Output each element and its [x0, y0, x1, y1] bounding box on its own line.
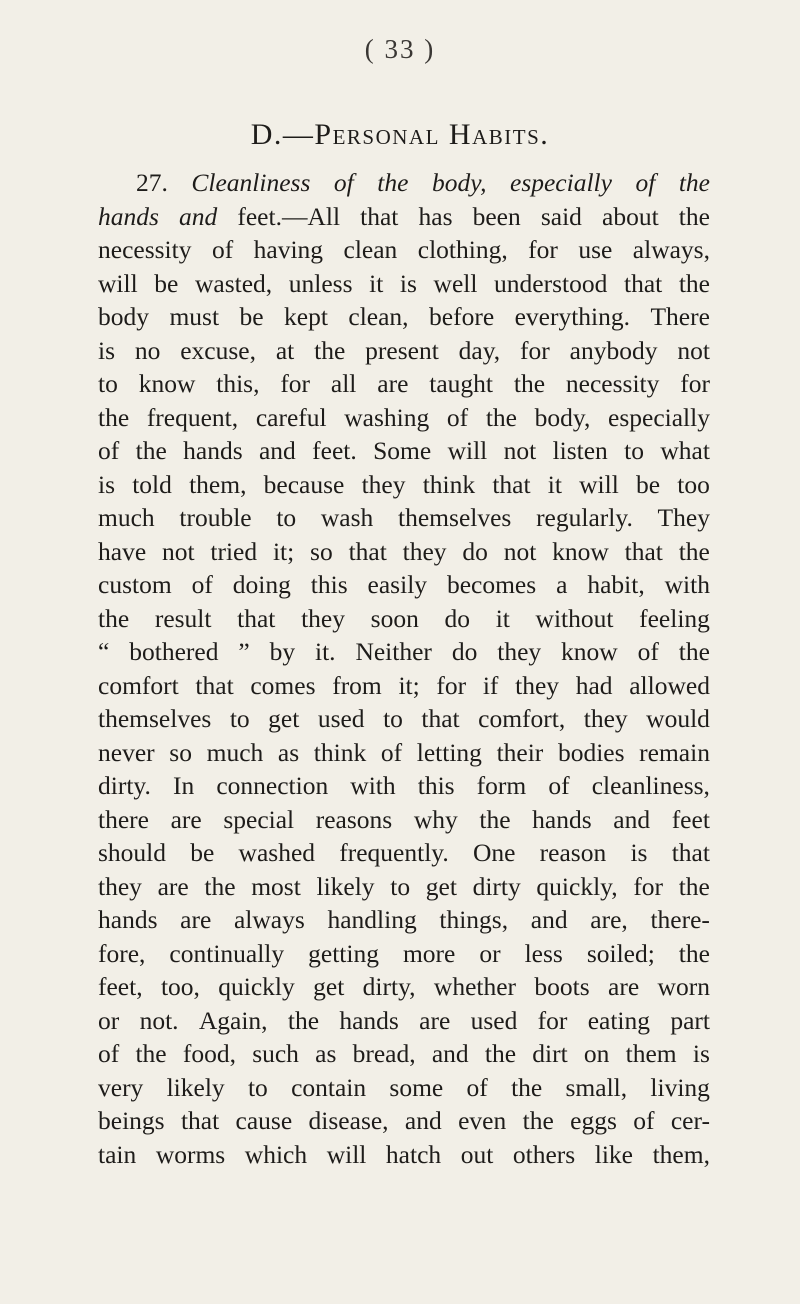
text-line: to know this, for all are taught the necessity for [98, 369, 710, 398]
text-line: have not tried it; so that they do not know that the [98, 536, 710, 566]
text-line: should be washed frequently. One reason is that [98, 838, 710, 867]
text-line: 27. Cleanliness of the body, especially of the [136, 168, 710, 197]
text-line: feet, too, quickly get dirty, whether boots are worn [98, 972, 710, 1001]
text-line: themselves to get used to that comfort, they would [98, 704, 710, 733]
text-line: never so much as think of letting their bodies remain [98, 737, 710, 767]
text-line: tain worms which will hatch out others like them, [98, 1139, 710, 1169]
text-line: hands are always handling things, and are, there- [98, 905, 710, 934]
text-line: comfort that comes from it; for if they had allowed [98, 670, 710, 700]
text-line: custom of doing this easily becomes a habit, with [98, 570, 710, 599]
paragraph-body [98, 166, 710, 1171]
text-line: much trouble to wash themselves regularly. They [98, 503, 710, 532]
text-line: the frequent, careful washing of the body, especially [98, 402, 710, 432]
text-line: is told them, because they think that it will be too [98, 469, 710, 499]
text-line: they are the most likely to get dirty quickly, for the [98, 871, 710, 901]
text-line: there are special reasons why the hands and feet [98, 804, 710, 834]
text-line: fore, continually getting more or less soiled; the [98, 938, 710, 968]
page-number: ( 33 ) [364, 34, 436, 64]
section-heading: D.—Personal Habits. [250, 118, 550, 151]
text-line: dirty. In connection with this form of cleanliness, [98, 771, 710, 800]
text-line: very likely to contain some of the small, living [98, 1072, 710, 1102]
text-line: of the hands and feet. Some will not listen to what [98, 436, 710, 465]
text-line: or not. Again, the hands are used for eating part [98, 1005, 710, 1035]
text-line: is no excuse, at the present day, for anybody not [98, 335, 710, 365]
text-line: the result that they soon do it without feeling [98, 603, 710, 633]
text-line: body must be kept clean, before everything. There [98, 302, 710, 331]
text-line: “ bothered ” by it. Neither do they know of the [98, 637, 710, 666]
text-line: of the food, such as bread, and the dirt on them is [98, 1039, 710, 1068]
text-line: necessity of having clean clothing, for use always, [98, 235, 710, 264]
text-line: hands and feet.—All that has been said about the [98, 201, 710, 231]
text-line: beings that cause disease, and even the eggs of cer- [98, 1106, 710, 1135]
text-line: will be wasted, unless it is well understood that the [98, 268, 710, 298]
